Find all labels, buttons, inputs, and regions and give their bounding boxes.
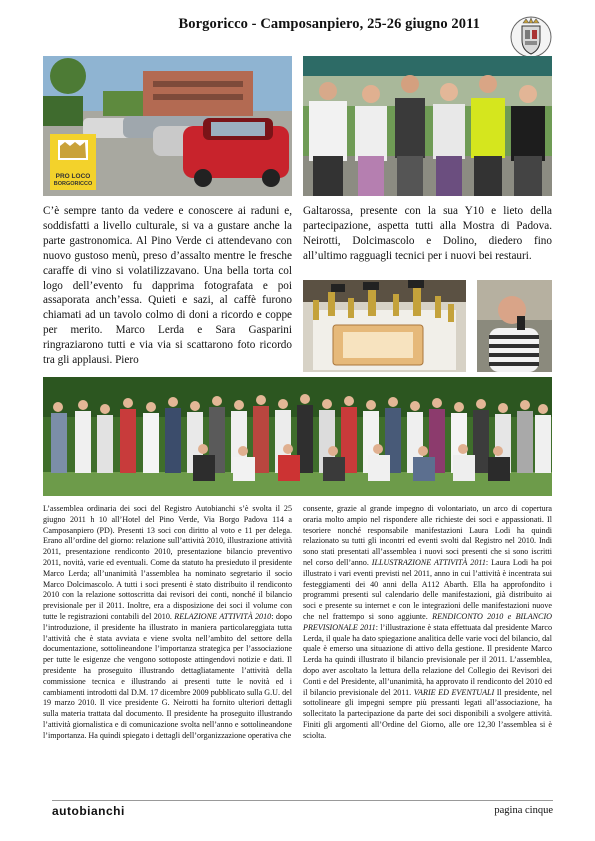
assembly-left-part1: L’assemblea ordinaria dei soci del Registro Autobianchi s’è svolta il 25 giugno 2011 h 10 all’Hotel del Pino Verde, Via Borgo Padova 114 a Camposanpiero (PD). Presenti 13 soci con diritto al voto e 11 per delega. Erano all’ordine del giorno: relazione sull’attività 2010, illustrazione attività 2011, presentazione rendiconto 2010, presentazione bilancio preventivo 2011, novità, varie ed eventuali. Come da statuto ha presieduto il presidente Marco Lerda; all’unanimità l’assemblea ha nominato segretario il socio Marco Dolcimascolo. A tutti i soci presenti è stato distribuito il rendiconto 2010 con la relazione sottoscritta dai revisori dei conti, nonché il bilancio previsionale per il 2011. Inoltre, era a disposizione dei soci il volume con tutte le registrazioni contabili del 2010. (43, 504, 292, 621)
assembly-heading-rendiconto: RENDICONTO 2010 e BILANCIO PREVISIONALE 2011 (303, 611, 552, 632)
assembly-heading-relazione-2010: RELAZIONE ATTIVITÀ 2010 (174, 611, 272, 621)
page-number-label: pagina cinque (494, 805, 553, 816)
photo-large-group (43, 377, 552, 496)
assembly-report-right (303, 504, 552, 742)
article-paragraph-2: Galtarossa, presente con la sua Y10 e lieto della partecipazione, aspetta tutti alla Mostra di Padova. Neirotti, Dolcimascolo e Dolino, diedero fino all’ultimo ragguagli tecnici per i nuovi bei restauri. (303, 205, 552, 262)
photo-parked-cars (43, 56, 292, 196)
assembly-right-part3: : l’illustrazione è stata effettuata dal presidente Marco Lerda, il quale ha dato spiegazione analitica delle varie voci del bilancio, dal quale è emerso una situazione di attivo della gestione. Il presidente Marco Lerda ha quindi illustrato il bilancio previsionale per il 2011. L’assemblea, dopo aver ascoltato la lettura della relazione del Collegio dei Revisori dei Conti e del Presidente, all’unanimità, ha approvato il rendiconto del 2010 ed il bilancio previsionale del 2011. (303, 622, 552, 697)
page-title: Borgoricco - Camposanpiero, 25-26 giugno 2011 (178, 16, 480, 32)
photo-award-group (303, 56, 552, 196)
pro-loco-badge-line2: BORGORICCO (53, 181, 93, 187)
autobianchi-logo: autobianchi (52, 804, 125, 818)
photo-cake-trophies (303, 280, 466, 372)
footer-divider (52, 800, 553, 801)
assembly-report-left (43, 504, 292, 742)
assembly-right-part2: : Laura Lodi ha poi illustrato i vari eventi previsti nel 2011, anno in cui l’attività è incentrata sui festeggiamenti dei 40 anni della A112 Abarth. Ella ha approfondito i programmi presenti sul calendario delle manifestazioni, già distribuito ai soci e presente su internet e con le integrazioni delle manifestazioni nuove che nel frattempo si sono aggiunte. (303, 557, 552, 621)
photo-speaker (477, 280, 552, 372)
pro-loco-badge-line1: PRO LOCO (55, 173, 91, 180)
assembly-right-part1: consente, grazie al grande impegno di volontariato, un arco di copertura oraria molto ampio nel rispondere alle richieste dei soci e appassionati. Il tesoriere nonché responsabile manifestazioni Laura Lodi ha quindi relazionato su tutti gli incontri ed eventi svolti dal Registro nel 2010. Indi sono stati presentati all’assemblea i nuovi soci presenti che si sono iscritti nel corso dell’anno. (303, 504, 552, 567)
article-paragraph-1: C’è sempre tanto da vedere e conoscere ai raduni e, soddisfatti a livello culturale, si va a gustare anche la parte gastronomica. Al Pino Verde ci attendevano con nuovo gustoso menù, preso d’assalto mentre le fresche caraffe di vino si volatilizzavano. Una bella torta col logo dell’evento fu dapprima fotografata e poi assaporata anch’essa. Quieti e sazi, al caffè furono chiamati ad un tavolo colmo di doni a ricordo e coppe per merito. Marco Lerda e Sara Gasparini ringraziarono tutti e via via si scattarono foto ricordo tra gli applausi. Piero (43, 205, 292, 367)
town-crest-icon (510, 14, 552, 60)
assembly-heading-varie: VARIE ED EVENTUALI (413, 687, 495, 697)
assembly-left-part2: : dopo l’introduzione, il presidente ha illustrato in maniera particolareggiata tutta l’attività che è stata avviata e viene svolta nell’ambito del settore della documentazione, sottolineandone l’importanza strategica per l’associazione per tutte le esigenze che vengono sottoposte attingendovi notizie e dati. Il presidente ha proseguito illustrando dettagliatamente l’attività della commissione tecnica e illustrando ai presenti tutte le novità ed i cambiamenti introdotti dal D.M. 17 dicembre 2009 pubblicato sulla G.U. del 19 marzo 2010. Il vice presidente G. Neirotti ha fornito ulteriori dettagli sulla materia trattata dal documento. Il presidente ha proseguito illustrando l’attività giornalistica e di comunicazione svolta nell’anno e sottolineandone l’importanza. Ha quindi spiegato i dettagli dell’organizzazione operativa che (43, 611, 293, 740)
assembly-right-part4: Il presidente, nel sottolineare gli impegni sempre più pressanti legati all’associazione, ha sollecitato la partecipazione da parte dei soci disponibili a svolgere attività. Finiti gli argomenti all’Ordine del Giorno, alle ore 12,30 l’assemblea si è sciolta. (303, 687, 553, 740)
article-column-1 (43, 204, 292, 368)
article-column-2 (303, 204, 552, 264)
assembly-heading-illustrazione-2011: ILLUSTRAZIONE ATTIVITÀ 2011 (371, 557, 486, 567)
